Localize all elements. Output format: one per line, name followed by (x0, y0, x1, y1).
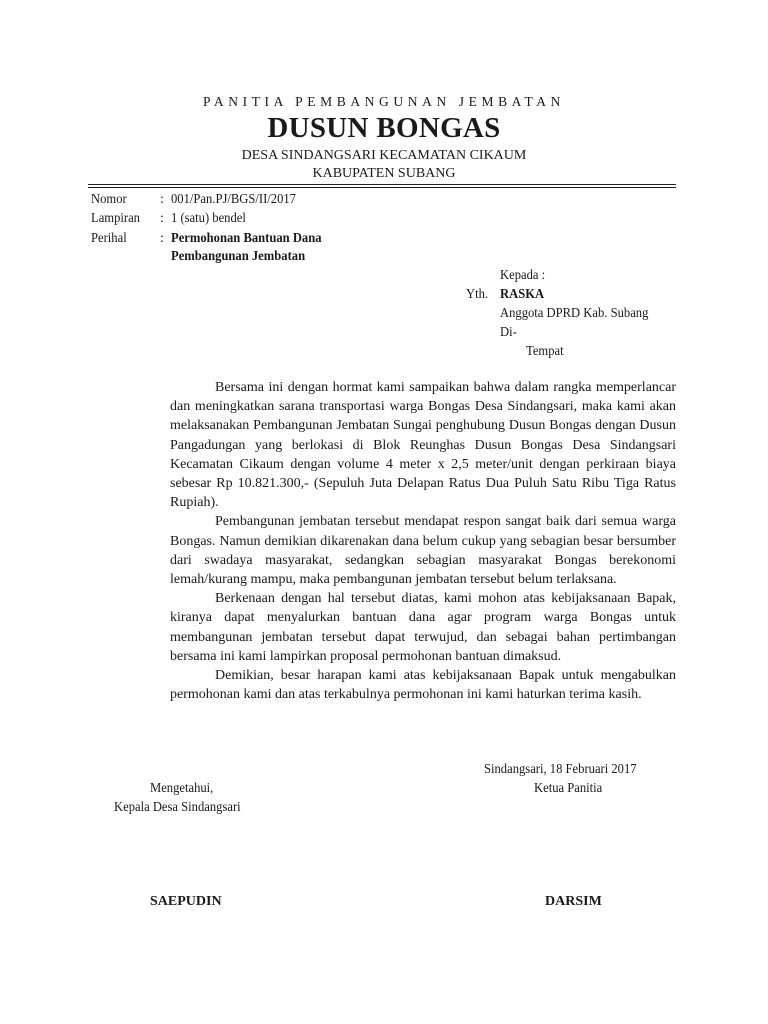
recipient-yth: Yth. (466, 287, 489, 302)
nomor-colon: : (160, 192, 164, 207)
left-signatory-name: SAEPUDIN (150, 894, 222, 909)
body-paragraph-1: Bersama ini dengan hormat kami sampaikan bahwa dalam rangka memperlancar dan meningkatkan sarana transportasi warga Bongas Desa Sindangsari, maka kami akan melaksanakan Pembangunan Jembatan Sungai penghubung Dusun Bongas dengan Dusun Pangadungan yang berlokasi di Blok Reunghas Dusun Bongas Desa Sindangsari Kecamatan Cikaum dengan volume 4 meter x 2,5 meter/unit dengan perkiraan biaya sebesar Rp 10.821.300,- (Sepuluh Juta Delapan Ratus Dua Puluh Satu Ribu Tiga Ratus Rupiah). (170, 380, 676, 511)
lampiran-colon: : (160, 211, 164, 226)
right-signatory-name: DARSIM (545, 894, 602, 909)
right-signatory-title: Ketua Panitia (534, 781, 603, 796)
nomor-value: 001/Pan.PJ/BGS/II/2017 (171, 192, 296, 207)
recipient-tempat: Tempat (526, 344, 564, 359)
lampiran-label: Lampiran (91, 211, 140, 226)
perihal-label: Perihal (91, 231, 127, 246)
letterhead-address-line1: DESA SINDANGSARI KECAMATAN CIKAUM (241, 148, 527, 163)
place-date: Sindangsari, 18 Februari 2017 (484, 762, 637, 777)
left-signatory-title: Kepala Desa Sindangsari (114, 800, 241, 815)
recipient-kepada: Kepada : (500, 268, 546, 283)
letterhead-title: DUSUN BONGAS (267, 112, 501, 144)
letterhead-organization: PANITIA PEMBANGUNAN JEMBATAN (203, 94, 565, 109)
recipient-position: Anggota DPRD Kab. Subang (500, 306, 649, 321)
perihal-value-line1: Permohonan Bantuan Dana (171, 231, 322, 246)
recipient-name: RASKA (500, 287, 545, 302)
body-paragraph-4: Demikian, besar harapan kami atas kebijaksanaan Bapak untuk mengabulkan permohonan kami dan atas terkabulnya permohonan ini kami haturkan terima kasih. (170, 668, 676, 703)
body-paragraph-3: Berkenaan dengan hal tersebut diatas, kami mohon atas kebijaksanaan Bapak, kiranya dapat menyalurkan bantuan dana agar program warga Bongas untuk membangunan jembatan tersebut dapat terwujud, dan sebagai bahan pertimbangan bersama ini kami lampirkan proposal permohonan bantuan dimaksud. (170, 591, 676, 664)
recipient-di: Di- (500, 325, 517, 340)
letterhead-divider-bottom (88, 187, 676, 188)
left-signatory-label: Mengetahui, (150, 781, 214, 796)
letterhead-divider-top (88, 184, 676, 185)
perihal-colon: : (160, 231, 164, 246)
lampiran-value: 1 (satu) bendel (171, 211, 246, 226)
letter-body (170, 378, 676, 704)
body-paragraph-2: Pembangunan jembatan tersebut mendapat respon sangat baik dari semua warga Bongas. Namun demikian dikarenakan dana belum cukup yang sebagian besar bersumber dari swadaya masyarakat, sedangkan sebagian masyarakat Bongas berekonomi lemah/kurang mampu, maka pembangunan jembatan tersebut belum terlaksana. (170, 514, 676, 588)
nomor-label: Nomor (91, 192, 127, 207)
perihal-value-line2: Pembangunan Jembatan (171, 249, 306, 264)
letterhead-address-line2: KABUPATEN SUBANG (312, 166, 456, 181)
